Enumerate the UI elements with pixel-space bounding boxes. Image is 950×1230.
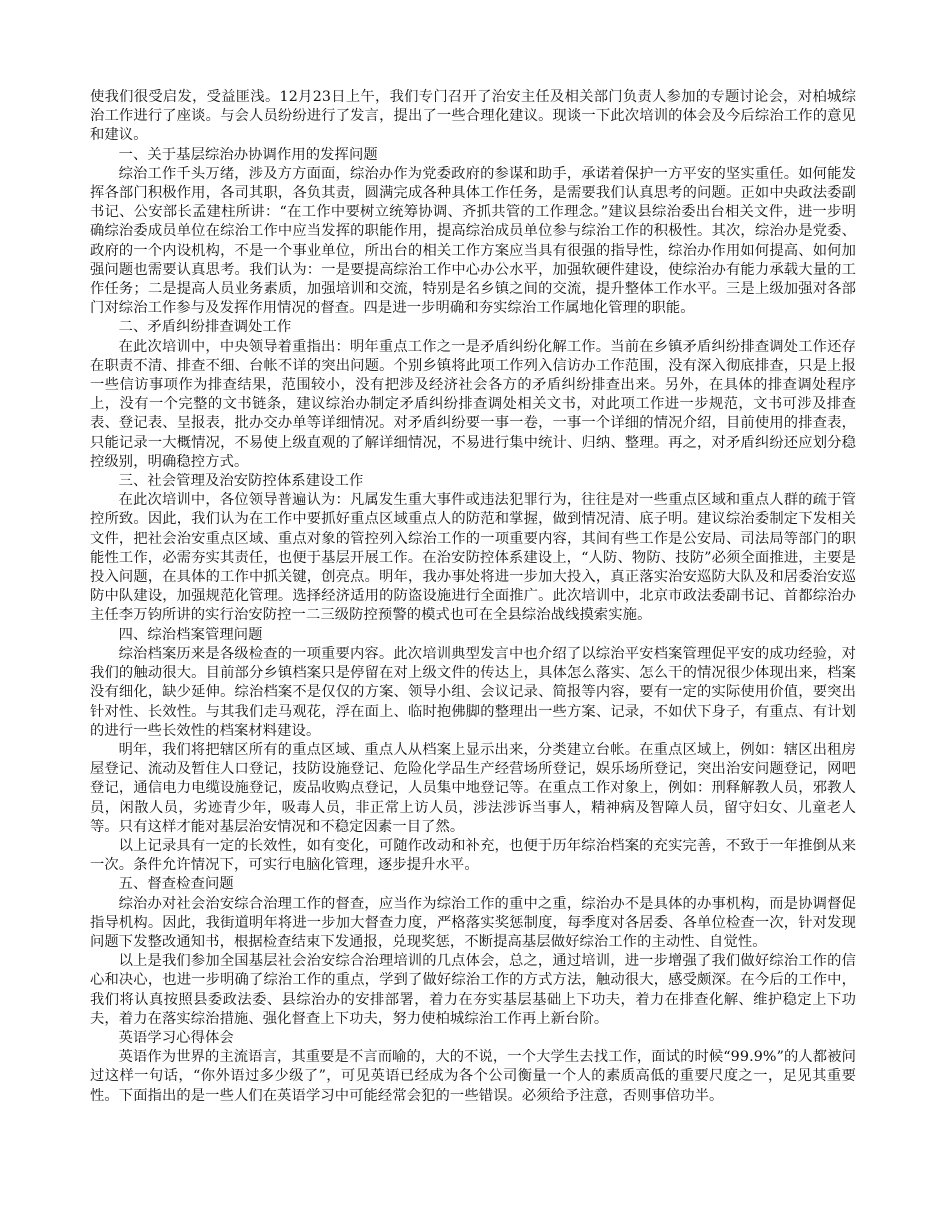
paragraph-section-1: 综治工作千头万绪，涉及方方面面，综治办作为党委政府的参谋和助手，承诺着保护一方平安的坚实重任。如何能发挥各部门积极作用，各司其职，各负其责，圆满完成各种具体工作任务，是需要我们认真思考的问题。正如中央政法委副书记、公安部长孟建柱所讲：“在工作中要树立统筹协调、齐抓共管的工作理念。”建议县综治委出台相关文件，进一步明确综治委成员单位在综治工作中应当发挥的职能作用，提高综治成员单位参与综治工作的积极性。其次，综治办是党委、政府的一个内设机构，不是一个事业单位，所出台的相关工作方案应当具有很强的指导性，综治办作用如何提高、如何加强问题也需要认真思考。我们认为：一是要提高综治工作中心办公水平，加强软硬件建设，使综治办有能力承载大量的工作任务；二是提高人员业务素质，加强培训和交流，特别是名乡镇之间的交流，提升整体工作水平。三是上级加强对各部门对综治工作参与及发挥作用情况的督查。四是进一步明确和夯实综治工作属地化管理的职能。 [90, 165, 856, 317]
section-heading-4: 四、综治档案管理问题 [118, 626, 263, 643]
section-heading-1: 一、关于基层综治办协调作用的发挥问题 [118, 146, 378, 163]
paragraph-section-4b: 明年，我们将把辖区所有的重点区域、重点人从档案上显示出来，分类建立台帐。在重点区域上，例如：辖区出租房屋登记、流动及暂住人口登记，技防设施登记、危险化学品生产经营场所登记，娱乐场所登记，突出治安问题登记，网吧登记，通信电力电缆设施登记，废品收购点登记，人员集中地登记等。在重点工作对象上，例如：刑释解教人员，邪教人员，闲散人员，劣迹青少年，吸毒人员，非正常上访人员，涉法涉诉当事人，精神病及智障人员，留守妇女、儿童老人等。只有这样才能对基层治安情况和不稳定因素一目了然。 [90, 741, 856, 835]
section-heading-2: 二、矛盾纠纷排查调处工作 [118, 319, 292, 336]
paragraph-section-5: 综治办对社会治安综合治理工作的督查，应当作为综治工作的重中之重，综治办不是具体的办事机构，而是协调督促指导机构。因此，我街道明年将进一步加大督查力度，严格落实奖惩制度，每季度对各居委、各单位检查一次，针对发现问题下发整改通知书，根据检查结束下发通报，兑现奖惩，不断提高基层做好综治工作的主动性、自觉性。 [90, 895, 856, 950]
article-title-english: 英语学习心得体会 [118, 1029, 234, 1046]
paragraph-section-4a: 综治档案历来是各级检查的一项重要内容。此次培训典型发言中也介绍了以综治平安档案管理促平安的成功经验，对我们的触动很大。目前部分乡镇档案只是停留在对上级文件的传达上，具体怎么落实、怎么干的情况很少体现出来，档案没有细化，缺少延伸。综治档案不是仅仅的方案、领导小组、会议记录、简报等内容，要有一定的实际使用价值，要突出针对性、长效性。与其我们走马观花，浮在面上、临时抱佛脚的整理出一些方案、记录，不如伏下身子，有重点、有计划的进行一些长效性的档案材料建设。 [90, 645, 856, 739]
paragraph-section-4c: 以上记录具有一定的长效性，如有变化，可随作改动和补充，也便于历年综治档案的充实完善，不致于一年推倒从来一次。条件允许情况下，可实行电脑化管理，逐步提升水平。 [90, 837, 856, 874]
section-heading-5: 五、督查检查问题 [118, 876, 234, 893]
paragraph-intro: 使我们很受启发，受益匪浅。12月23日上午，我们专门召开了治安主任及相关部门负责人参加的专题讨论会，对柏城综治工作进行了座谈。与会人员纷纷进行了发言，提出了一些合理化建议。现谈一下此次培训的体会及今后综治工作的意见和建议。 [90, 89, 856, 144]
paragraph-english-intro: 英语作为世界的主流语言，其重要是不言而喻的，大的不说，一个大学生去找工作，面试的时候“99.9%”的人都被问过这样一句话，“你外语过多少级了”，可见英语已经成为各个公司衡量一个人的素质高低的重要尺度之一，足见其重要性。下面指出的是一些人们在英语学习中可能经常会犯的一些错误。必须给予注意，否则事倍功半。 [90, 1049, 856, 1104]
paragraph-section-2: 在此次培训中，中央领导着重指出：明年重点工作之一是矛盾纠纷化解工作。当前在乡镇矛盾纠纷排查调处工作还存在职责不清、排查不细、台帐不详的突出问题。个别乡镇将此项工作列入信访办工作范围，没有深入彻底排查，只是上报一些信访事项作为排查结果，范围较小，没有把涉及经济社会各方的矛盾纠纷排查出来。另外，在具体的排查调处程序上，没有一个完整的文书链条，建议综治办制定矛盾纠纷排查调处相关文书，对此项工作进一步规范，文书可涉及排查表、登记表、呈报表，批办交办单等详细情况。对矛盾纠纷要一事一卷，一事一个详细的情况介绍，目前使用的排查表，只能记录一大概情况，不易使上级直观的了解详细情况，不易进行集中统计、归纳、整理。再之，对矛盾纠纷还应划分稳控级别，明确稳控方式。 [90, 338, 856, 470]
document-body [90, 88, 856, 1106]
section-heading-3: 三、社会管理及治安防控体系建设工作 [118, 473, 364, 490]
paragraph-section-3: 在此次培训中，各位领导普遍认为：凡属发生重大事件或违法犯罪行为，往往是对一些重点区域和重点人群的疏于管控所致。因此，我们认为在工作中要抓好重点区域重点人的防范和掌握，做到情况清、底子明。建议综治委制定下发相关文件，把社会治安重点区域、重点对象的管控列入综治工作的一项重要内容，其间有些工作是公安局、司法局等部门的职能性工作，必需夯实其责任，也便于基层开展工作。在治安防控体系建设上，“人防、物防、技防”必须全面推进，主要是投入问题，在具体的工作中抓关键，创亮点。明年，我办事处将进一步加大投入，真正落实治安巡防大队及和居委治安巡防中队建设，加强规范化管理。选择经济适用的防盗设施进行全面推广。此次培训中，北京市政法委副书记、首都综治办主任李万钧所讲的实行治安防控一二三级防控预警的模式也可在全县综治战线摸索实施。 [90, 492, 856, 624]
paragraph-conclusion: 以上是我们参加全国基层社会治安综合治理培训的几点体会，总之，通过培训，进一步增强了我们做好综治工作的信心和决心，也进一步明确了综治工作的重点，学到了做好综治工作的方式方法，触动很大，感受颇深。在今后的工作中，我们将认真按照县委政法委、县综治办的安排部署，着力在夯实基层基础上下功夫，着力在排查化解、维护稳定上下功夫，着力在落实综治措施、强化督查上下功夫，努力使柏城综治工作再上新台阶。 [90, 953, 856, 1027]
